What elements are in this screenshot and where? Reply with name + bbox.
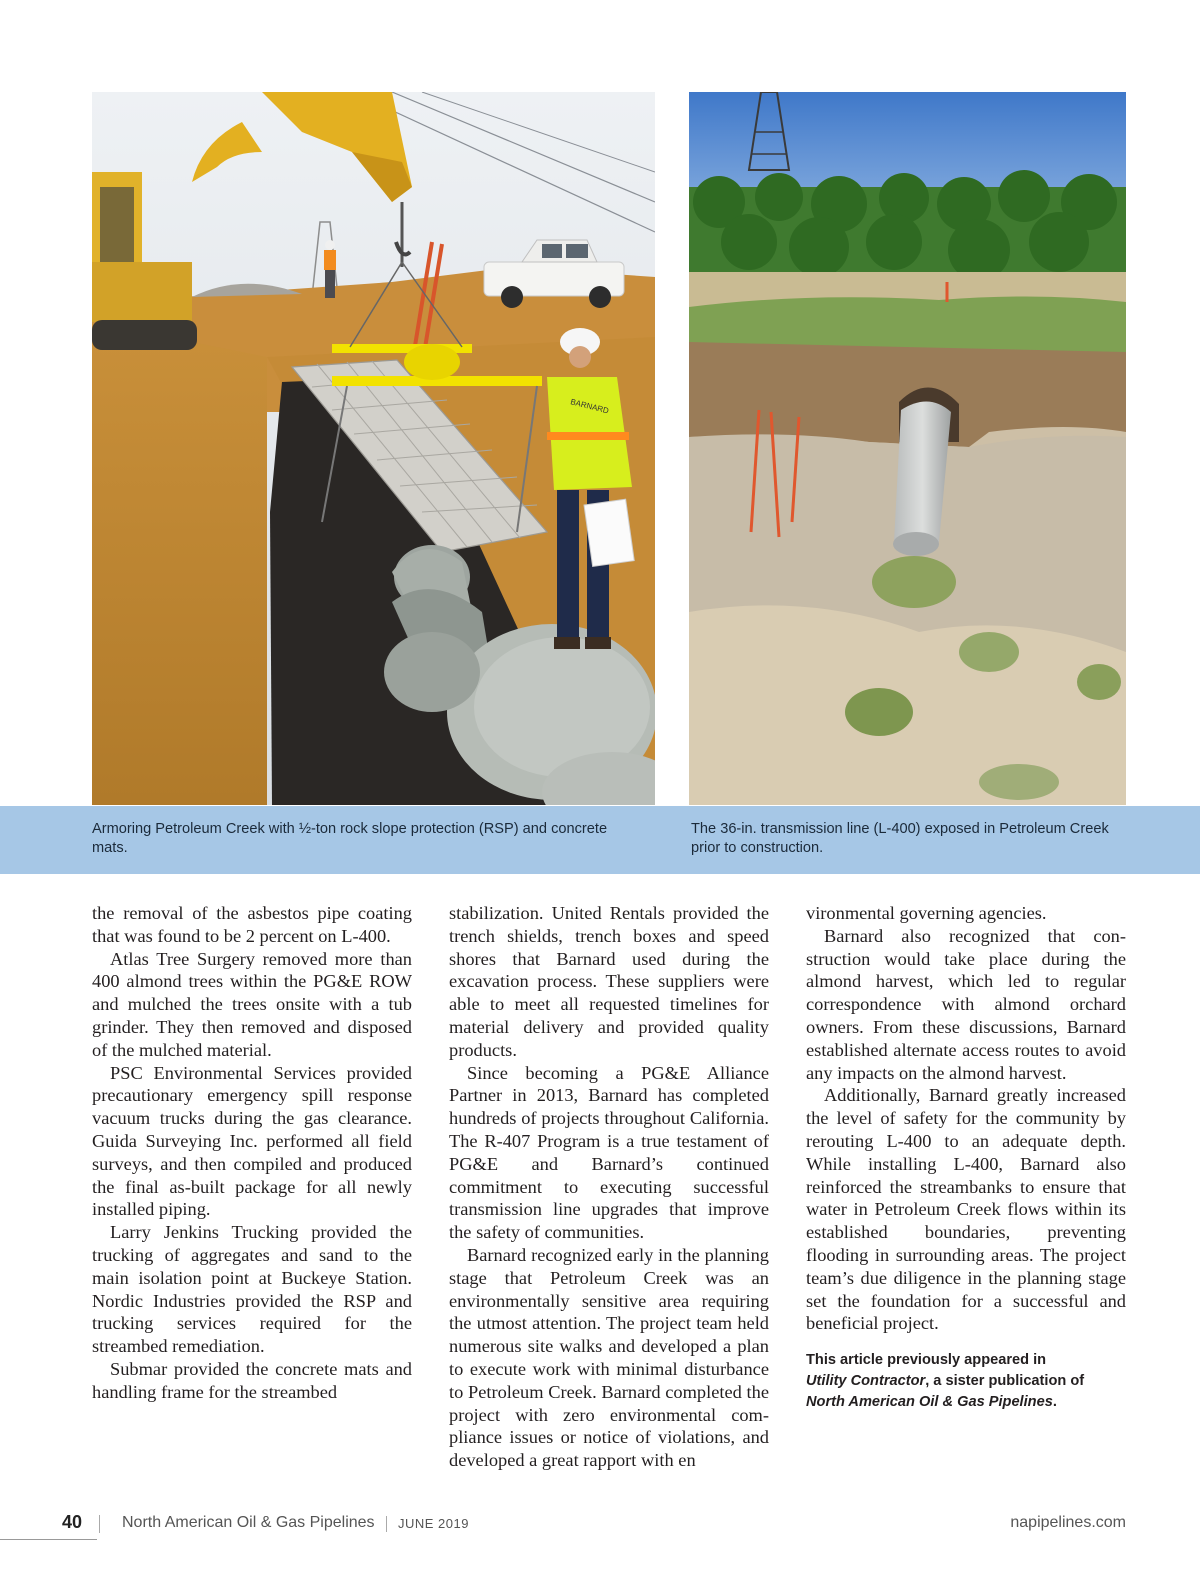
credit-publication-1: Utility Contractor	[806, 1373, 926, 1390]
paragraph: Barnard also recognized that construction would take place during the almond harvest, which led to regular correspondence with almond orchard owners. From these discussions, Barnard established alternate access routes to avoid any impacts on the almond harvest.	[806, 925, 1126, 1083]
page-footer	[0, 1512, 1200, 1536]
paragraph: Additionally, Barnard greatly increased the level of safety for the community by rerouting L-400 to an adequate depth. While installing L-400, Barnard also reinforced the streambanks to ensure that water in Petroleum Creek flows within its established boundaries, preventing flooding in surrounding areas. The project team’s due diligence in the planning stage set the foundation for a successful and beneficial project.	[806, 1085, 1126, 1334]
paragraph: Larry Jenkins Trucking provided the trucking of aggregates and sand to the main isolation point at Buckeye Station. Nordic Industries provided the RSP and trucking services required for the streambed remediation.	[92, 1222, 412, 1357]
photo-rsp-armoring	[92, 92, 655, 805]
website-url: napipelines.com	[1010, 1514, 1126, 1531]
footer-divider	[99, 1515, 100, 1533]
issue-date: JUNE 2019	[398, 1516, 469, 1531]
footer-rule	[0, 1539, 97, 1540]
caption-band	[0, 806, 1200, 874]
paragraph: Since becoming a PG&E Alliance Partner in 2013, Barnard has completed hundreds of projects throughout California. The R-407 Program is a true testament of PG&E and Barnard’s continued commitment to executing successful transmission line upgrades that improve the safety of communities.	[449, 1062, 769, 1243]
paragraph: the removal of the asbestos pipe coating that was found to be 2 percent on L-400.	[92, 903, 412, 946]
article-column-3	[806, 902, 1126, 1413]
paragraph: Submar provided the concrete mats and handling frame for the streambed	[92, 1358, 412, 1402]
credit-middle: , a sister publication of	[925, 1373, 1085, 1390]
vest-label: BARNARD	[569, 397, 610, 416]
caption-left: Armoring Petroleum Creek with ½-ton rock slope protection (RSP) and concrete mats.	[92, 821, 608, 856]
article-column-1	[92, 902, 412, 1404]
paragraph: Atlas Tree Surgery removed more than 400 almond trees within the PG&E ROW and mulched the trees onsite with a tub grinder. They then removed and disposed of the mulched material.	[92, 948, 412, 1060]
paragraph: PSC Environmental Services provided precautionary emergency spill response vacuum trucks during the gas clearance. Guida Surveying Inc. performed all field surveys, and then compiled and produced the final as-built package for all newly installed piping.	[92, 1062, 412, 1220]
footer-divider	[386, 1516, 387, 1532]
article-column-2	[449, 902, 769, 1472]
paragraph: Barnard recognized early in the planning stage that Petroleum Creek was an environmentally sensitive area requiring the utmost attention. The project team held numerous site walks and developed a plan to execute work with minimal disturbance to Petroleum Creek. Barnard completed the project with zero environmental compliance issues or notice of violations, and developed a great rapport with en	[449, 1244, 769, 1471]
page-number: 40	[62, 1512, 83, 1532]
publication-name: North American Oil & Gas Pipelines	[122, 1514, 375, 1531]
paragraph: stabilization. United Rentals provided the trench shields, trench boxes and speed shores that Barnard used during the excavation process. These suppliers were able to meet all requested timelines for material delivery and provided quality products.	[449, 903, 769, 1060]
credit-end: .	[1052, 1394, 1057, 1411]
paragraph: vironmental governing agencies.	[806, 903, 1047, 923]
photo-exposed-pipeline	[689, 92, 1126, 805]
reprint-credit	[806, 1350, 1126, 1413]
caption-right: The 36-in. transmission line (L-400) exposed in Petroleum Creek prior to construction.	[691, 821, 1109, 856]
credit-line-1: This article previously appeared in	[806, 1352, 1047, 1369]
credit-publication-2: North American Oil & Gas Pipelines	[806, 1394, 1053, 1411]
